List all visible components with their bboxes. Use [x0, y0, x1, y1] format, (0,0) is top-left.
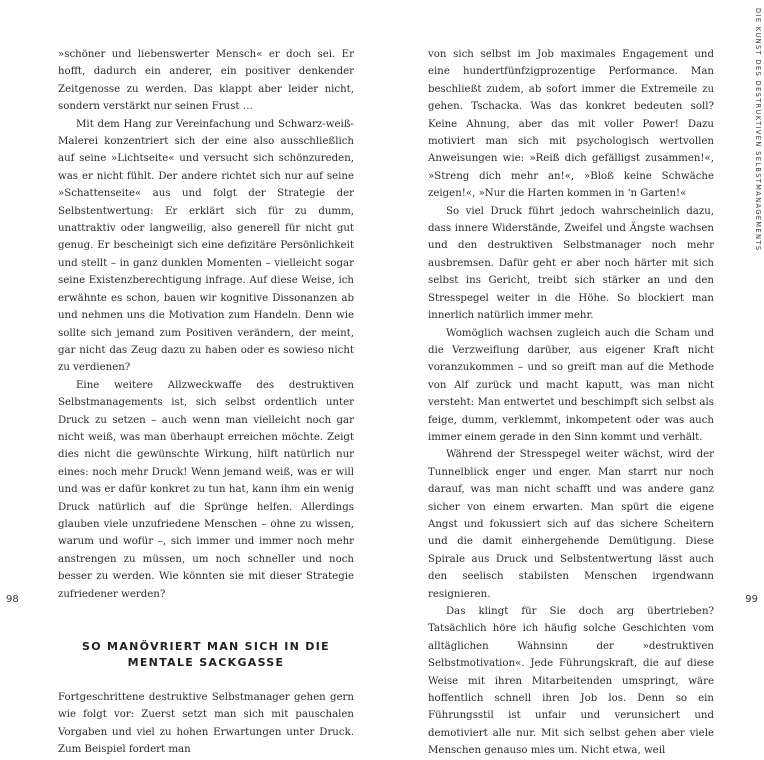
- left-paragraph-2: Mit dem Hang zur Vereinfachung und Schwarz-weiß-Malerei konzentriert sich der eine also ausschließlich auf seine »Lichtseite« und versucht sich schönzureden, was er nicht fühlt. Der andere richtet sich nur auf seine »Schattenseite« aus und folgt der Strategie der Selbstentwertung: Er erklärt sich für zu dumm, unattraktiv oder langweilig, also generell für nicht gut genug. Er bescheinigt sich eine defizitäre Persönlichkeit und stellt – in ganz dunklen Momenten – vielleicht sogar seine Existenzberechtigung infrage. Auf diese Weise, ich erwähnte es schon, bauen wir kognitive Dissonanzen ab und nehmen uns die Motivation zum Handeln. Denn wie sollte sich jemand zum Positiven verändern, der meint, gar nicht das Zeug dazu zu haben oder es sowieso nicht zu verdienen?: [58, 118, 354, 374]
- left-paragraph-4: Fortgeschrittene destruktive Selbstmanager gehen gern wie folgt vor: Zuerst setzt man sich mit pauschalen Vorgaben und viel zu hohen Erwartungen unter Druck. Zum Beispiel fordert man: [58, 692, 354, 756]
- section-heading-line-2: MENTALE SACKGASSE: [127, 656, 285, 669]
- right-paragraph-4: Während der Stresspegel weiter wächst, wird der Tunnelblick enger und enger. Man starrt nur noch darauf, was man nicht schafft und was andere ganz sicher von einem erwarten. Man spürt die eigene Angst und fokussiert sich auf das sichere Scheitern und die damit einhergehende Demütigung. Diese Spirale aus Druck und Selbstentwertung lässt auch den seelisch stabilsten Menschen irgendwann resignieren.: [428, 449, 714, 600]
- left-paragraph-3: Eine weitere Allzweckwaffe des destruktiven Selbstmanagements ist, sich selbst ordentlich unter Druck zu setzen – auch wenn man vielleicht noch gar nicht weiß, was man überhaupt erreichen möchte. Zeigt dies nicht die gewünschte Wirkung, hilft natürlich nur eines: noch mehr Druck! Wenn jemand weiß, was er will und was er dafür konkret zu tun hat, kann ihm ein wenig Druck natürlich auf die Sprünge helfen. Allerdings glauben viele unzufriedene Menschen – ohne zu wissen, warum und wofür –, sich immer und immer noch mehr anstrengen zu müssen, um noch schneller und noch besser zu werden. Wie könnten sie mit dieser Strategie zufriedener werden?: [58, 379, 354, 600]
- left-page-text-column: [58, 46, 354, 759]
- right-page-text-column: [428, 46, 714, 760]
- right-paragraph-5: Das klingt für Sie doch arg übertrieben? Tatsächlich höre ich häufig solche Geschichten vom alltäglichen Wahnsinn der »destruktiven Selbstmotivation«. Jede Führungskraft, die auf diese Weise mit ihren Mitarbeitenden umspringt, wäre hoffentlich schnell ihren Job los. Denn so ein Führungsstil ist unfair und verunsichert und demotiviert alle nur. Mit sich selbst gehen aber viele Menschen genauso mies um. Nicht etwa, weil: [428, 606, 714, 757]
- right-paragraph-3: Womöglich wachsen zugleich auch die Scham und die Verzweiflung darüber, aus eigener Kraft nicht voranzukommen – und so greift man auf die Methode von Alf zurück und macht kaputt, was man nicht versteht: Man entwertet und beschimpft sich selbst als feige, dumm, verklemmt, inkompetent oder was auch immer einem gerade in den Sinn kommt und verhält.: [428, 327, 714, 443]
- running-head: DIE KUNST DES DESTRUKTIVEN SELBSTMANAGEMENTS: [754, 8, 762, 252]
- page-number-right: 99: [745, 594, 758, 605]
- section-heading-line-1: SO MANÖVRIERT MAN SICH IN DIE: [82, 640, 330, 653]
- left-paragraph-1: »schöner und liebenswerter Mensch« er doch sei. Er hofft, dadurch ein anderer, ein positiver denkender Zeitgenosse zu werden. Das klappt aber leider nicht, sondern verstärkt nur seinen Frust …: [58, 49, 354, 113]
- page-number-left: 98: [6, 594, 19, 605]
- left-page: [0, 0, 382, 756]
- section-heading: [58, 639, 354, 671]
- right-paragraph-2: So viel Druck führt jedoch wahrscheinlich dazu, dass innere Widerstände, Zweifel und Ängste wachsen und den destruktiven Selbstmanager noch mehr ausbremsen. Dafür geht er aber noch härter mit sich selbst ins Gericht, treibt sich stärker an und den Stresspegel weiter in die Höhe. So blockiert man innerlich natürlich immer mehr.: [428, 205, 714, 322]
- right-paragraph-1: von sich selbst im Job maximales Engagement und eine hundertfünfzigprozentige Performance. Man beschließt zudem, ab sofort immer die Extremeile zu gehen. Tschacka. Was das konkret bedeuten soll? Keine Ahnung, aber das mit voller Power! Dazu motiviert man sich mit psychologisch wertvollen Anweisungen wie: »Reiß dich gefälligst zusammen!«, »Streng dich mehr an!«, »Bloß keine Schwäche zeigen!«, »Nur die Harten kommen in 'n Garten!«: [428, 49, 714, 200]
